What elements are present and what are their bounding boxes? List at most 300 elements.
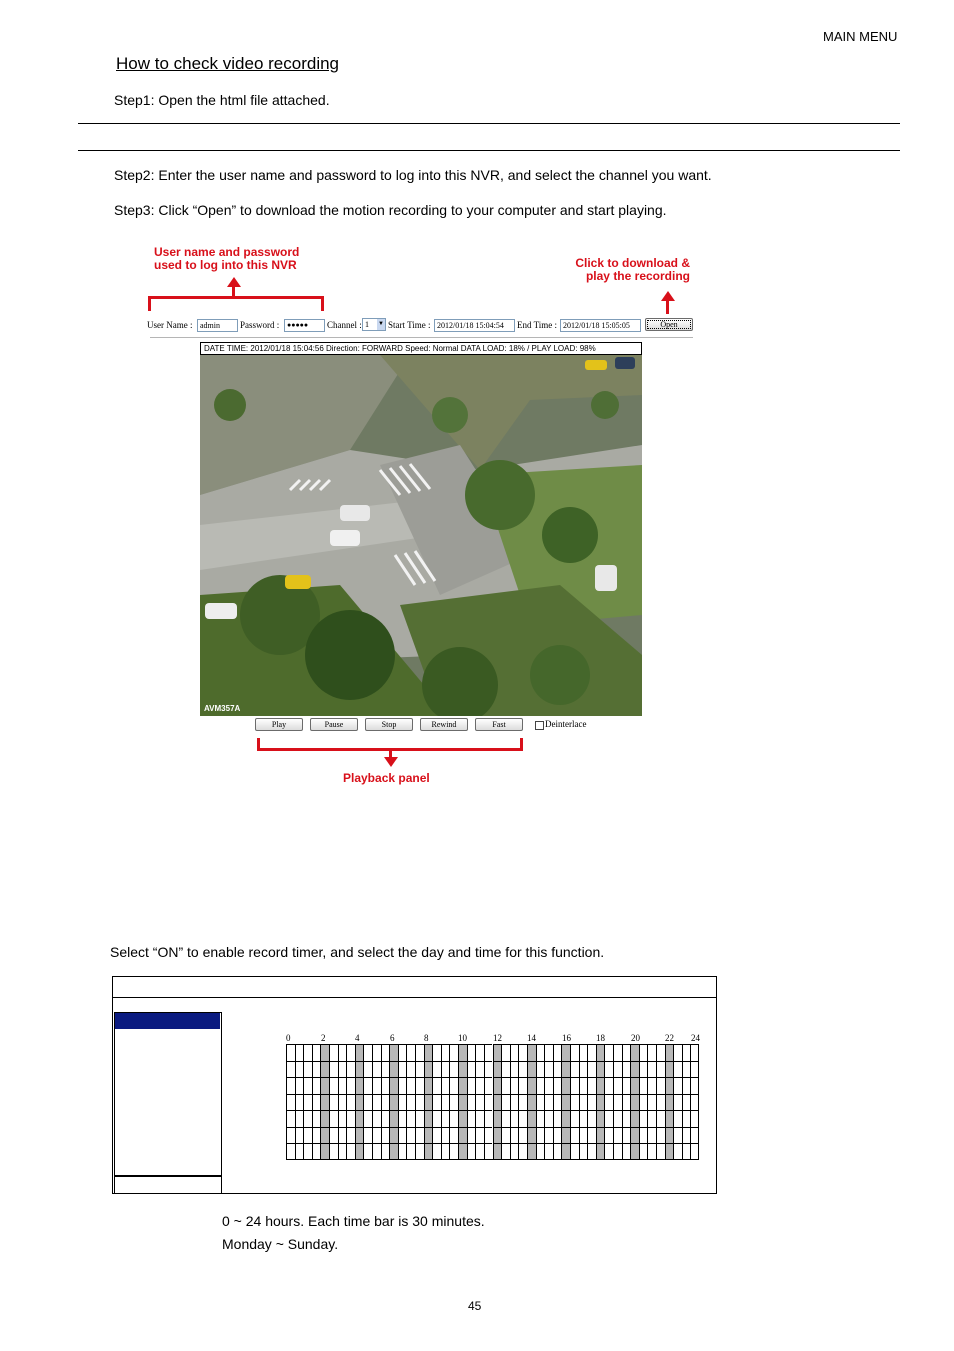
time-slot[interactable] [553,1110,562,1127]
time-slot[interactable] [690,1044,699,1061]
time-slot[interactable] [381,1094,390,1111]
time-slot[interactable] [329,1077,338,1094]
time-slot[interactable] [656,1143,665,1160]
time-slot[interactable] [622,1110,631,1127]
time-slot[interactable] [656,1127,665,1144]
time-slot[interactable] [441,1143,450,1160]
time-slot[interactable] [544,1110,553,1127]
time-slot[interactable] [682,1061,691,1078]
time-slot[interactable] [484,1094,493,1111]
time-slot[interactable] [415,1127,424,1144]
time-slot[interactable] [312,1143,321,1160]
time-slot[interactable] [467,1094,476,1111]
time-slot[interactable] [665,1044,674,1061]
time-slot[interactable] [510,1127,519,1144]
time-slot[interactable] [630,1127,639,1144]
time-slot[interactable] [432,1110,441,1127]
time-slot[interactable] [363,1077,372,1094]
time-slot[interactable] [518,1143,527,1160]
time-slot[interactable] [682,1127,691,1144]
time-slot[interactable] [338,1061,347,1078]
time-slot[interactable] [424,1127,433,1144]
time-slot[interactable] [432,1061,441,1078]
time-slot[interactable] [493,1094,502,1111]
time-slot[interactable] [673,1044,682,1061]
time-slot[interactable] [432,1127,441,1144]
time-slot[interactable] [432,1143,441,1160]
deinterlace-checkbox[interactable] [535,721,544,730]
time-slot[interactable] [355,1044,364,1061]
time-slot[interactable] [665,1143,674,1160]
time-slot[interactable] [682,1110,691,1127]
time-slot[interactable] [544,1044,553,1061]
time-slot[interactable] [303,1044,312,1061]
time-slot[interactable] [536,1094,545,1111]
time-slot[interactable] [690,1061,699,1078]
time-slot[interactable] [570,1094,579,1111]
time-slot[interactable] [673,1061,682,1078]
time-slot[interactable] [398,1061,407,1078]
time-slot[interactable] [561,1143,570,1160]
time-slot[interactable] [398,1044,407,1061]
time-slot[interactable] [604,1044,613,1061]
time-slot[interactable] [346,1143,355,1160]
time-slot[interactable] [346,1044,355,1061]
time-slot[interactable] [432,1094,441,1111]
time-slot[interactable] [398,1077,407,1094]
time-slot[interactable] [622,1044,631,1061]
fast-button[interactable]: Fast [475,718,523,731]
time-slot[interactable] [475,1143,484,1160]
time-slot[interactable] [355,1143,364,1160]
time-slot[interactable] [355,1077,364,1094]
time-slot[interactable] [527,1061,536,1078]
time-slot[interactable] [363,1110,372,1127]
time-slot[interactable] [493,1044,502,1061]
time-slot[interactable] [501,1044,510,1061]
time-slot[interactable] [449,1143,458,1160]
channel-select[interactable] [362,318,386,331]
time-slot[interactable] [320,1077,329,1094]
time-slot[interactable] [527,1077,536,1094]
time-slot[interactable] [406,1110,415,1127]
time-slot[interactable] [467,1110,476,1127]
time-slot[interactable] [647,1061,656,1078]
time-slot[interactable] [527,1127,536,1144]
time-slot[interactable] [415,1044,424,1061]
time-slot[interactable] [527,1094,536,1111]
time-slot[interactable] [501,1143,510,1160]
time-slot[interactable] [630,1094,639,1111]
time-slot[interactable] [467,1127,476,1144]
time-slot[interactable] [587,1094,596,1111]
time-slot[interactable] [622,1094,631,1111]
time-slot[interactable] [458,1127,467,1144]
time-slot[interactable] [406,1143,415,1160]
time-slot[interactable] [536,1143,545,1160]
time-slot[interactable] [536,1110,545,1127]
time-slot[interactable] [458,1094,467,1111]
time-slot[interactable] [682,1044,691,1061]
time-slot[interactable] [579,1077,588,1094]
time-slot[interactable] [372,1110,381,1127]
time-slot[interactable] [320,1143,329,1160]
time-slot[interactable] [639,1061,648,1078]
time-slot[interactable] [673,1143,682,1160]
time-slot[interactable] [475,1061,484,1078]
time-slot[interactable] [389,1143,398,1160]
time-slot[interactable] [312,1127,321,1144]
time-slot[interactable] [441,1077,450,1094]
time-slot[interactable] [518,1110,527,1127]
time-slot[interactable] [647,1143,656,1160]
time-slot[interactable] [303,1061,312,1078]
time-slot[interactable] [484,1044,493,1061]
time-slot[interactable] [665,1127,674,1144]
time-slot[interactable] [415,1077,424,1094]
time-slot[interactable] [398,1143,407,1160]
time-slot[interactable] [295,1110,304,1127]
time-slot[interactable] [570,1044,579,1061]
start-time-field[interactable]: 2012/01/18 15:04:54 [434,319,515,332]
time-slot[interactable] [312,1061,321,1078]
time-slot[interactable] [406,1044,415,1061]
time-slot[interactable] [424,1094,433,1111]
time-slot[interactable] [389,1110,398,1127]
time-slot[interactable] [596,1044,605,1061]
time-slot[interactable] [518,1061,527,1078]
time-slot[interactable] [647,1094,656,1111]
time-slot[interactable] [570,1061,579,1078]
time-slot[interactable] [406,1127,415,1144]
time-slot[interactable] [389,1061,398,1078]
password-field[interactable]: ●●●●● [284,319,325,332]
time-slot[interactable] [424,1110,433,1127]
time-slot[interactable] [432,1077,441,1094]
time-slot[interactable] [286,1110,295,1127]
time-slot[interactable] [381,1044,390,1061]
time-slot[interactable] [346,1110,355,1127]
time-slot[interactable] [665,1094,674,1111]
time-slot[interactable] [518,1127,527,1144]
time-slot[interactable] [613,1143,622,1160]
time-slot[interactable] [493,1061,502,1078]
time-slot[interactable] [656,1094,665,1111]
time-slot[interactable] [458,1143,467,1160]
time-slot[interactable] [346,1077,355,1094]
time-slot[interactable] [587,1127,596,1144]
time-slot[interactable] [690,1077,699,1094]
time-slot[interactable] [406,1077,415,1094]
time-slot[interactable] [329,1061,338,1078]
time-slot[interactable] [561,1061,570,1078]
time-slot[interactable] [639,1044,648,1061]
time-slot[interactable] [527,1143,536,1160]
time-slot[interactable] [596,1094,605,1111]
time-slot[interactable] [536,1127,545,1144]
time-slot[interactable] [338,1077,347,1094]
time-slot[interactable] [665,1110,674,1127]
time-slot[interactable] [630,1143,639,1160]
time-slot[interactable] [630,1044,639,1061]
time-slot[interactable] [484,1077,493,1094]
time-slot[interactable] [553,1061,562,1078]
time-slot[interactable] [475,1127,484,1144]
rewind-button[interactable]: Rewind [420,718,468,731]
time-slot[interactable] [441,1127,450,1144]
time-slot[interactable] [682,1143,691,1160]
time-slot[interactable] [415,1094,424,1111]
time-slot[interactable] [587,1143,596,1160]
time-slot[interactable] [424,1061,433,1078]
time-slot[interactable] [398,1110,407,1127]
time-slot[interactable] [647,1110,656,1127]
time-slot[interactable] [570,1127,579,1144]
time-slot[interactable] [329,1044,338,1061]
play-button[interactable]: Play [255,718,303,731]
time-slot[interactable] [286,1044,295,1061]
time-slot[interactable] [501,1061,510,1078]
time-slot[interactable] [475,1077,484,1094]
time-slot[interactable] [544,1061,553,1078]
time-slot[interactable] [346,1127,355,1144]
time-slot[interactable] [673,1094,682,1111]
time-slot[interactable] [467,1143,476,1160]
time-slot[interactable] [579,1044,588,1061]
time-slot[interactable] [449,1127,458,1144]
time-slot[interactable] [372,1044,381,1061]
time-slot[interactable] [441,1110,450,1127]
time-slot[interactable] [312,1110,321,1127]
time-slot[interactable] [458,1044,467,1061]
time-slot[interactable] [501,1094,510,1111]
time-slot[interactable] [346,1094,355,1111]
time-slot[interactable] [329,1094,338,1111]
time-slot[interactable] [673,1127,682,1144]
time-slot[interactable] [639,1127,648,1144]
time-slot[interactable] [475,1110,484,1127]
time-slot[interactable] [579,1110,588,1127]
time-slot[interactable] [613,1061,622,1078]
time-slot[interactable] [424,1044,433,1061]
stop-button[interactable]: Stop [365,718,413,731]
time-slot[interactable] [544,1127,553,1144]
time-slot[interactable] [622,1061,631,1078]
time-slot[interactable] [355,1110,364,1127]
time-slot[interactable] [622,1127,631,1144]
time-slot[interactable] [363,1061,372,1078]
time-slot[interactable] [484,1061,493,1078]
time-slot[interactable] [553,1127,562,1144]
time-slot[interactable] [570,1077,579,1094]
time-slot[interactable] [320,1044,329,1061]
time-slot[interactable] [596,1110,605,1127]
time-slot[interactable] [570,1143,579,1160]
time-slot[interactable] [579,1094,588,1111]
time-slot[interactable] [320,1094,329,1111]
time-slot[interactable] [647,1077,656,1094]
time-slot[interactable] [449,1110,458,1127]
time-slot[interactable] [295,1143,304,1160]
time-slot[interactable] [381,1127,390,1144]
time-slot[interactable] [501,1110,510,1127]
time-slot[interactable] [381,1143,390,1160]
time-slot[interactable] [493,1143,502,1160]
time-slot[interactable] [501,1127,510,1144]
time-slot[interactable] [690,1094,699,1111]
time-slot[interactable] [656,1061,665,1078]
time-slot[interactable] [484,1127,493,1144]
time-slot[interactable] [329,1110,338,1127]
username-field[interactable]: admin [197,319,238,332]
time-slot[interactable] [665,1077,674,1094]
time-slot[interactable] [622,1077,631,1094]
time-slot[interactable] [389,1094,398,1111]
time-slot[interactable] [363,1094,372,1111]
time-slot[interactable] [303,1127,312,1144]
time-slot[interactable] [587,1061,596,1078]
time-slot[interactable] [690,1127,699,1144]
time-slot[interactable] [372,1143,381,1160]
time-slot[interactable] [458,1110,467,1127]
time-slot[interactable] [398,1127,407,1144]
time-slot[interactable] [295,1094,304,1111]
time-slot[interactable] [286,1094,295,1111]
time-slot[interactable] [510,1044,519,1061]
time-slot[interactable] [467,1061,476,1078]
time-slot[interactable] [587,1077,596,1094]
time-slot[interactable] [441,1044,450,1061]
time-slot[interactable] [320,1061,329,1078]
time-slot[interactable] [527,1110,536,1127]
time-slot[interactable] [656,1044,665,1061]
time-slot[interactable] [372,1094,381,1111]
time-slot[interactable] [604,1110,613,1127]
time-slot[interactable] [639,1077,648,1094]
time-slot[interactable] [484,1143,493,1160]
time-slot[interactable] [493,1127,502,1144]
time-slot[interactable] [320,1110,329,1127]
time-slot[interactable] [449,1044,458,1061]
time-slot[interactable] [338,1094,347,1111]
time-slot[interactable] [303,1094,312,1111]
time-slot[interactable] [553,1077,562,1094]
time-slot[interactable] [320,1127,329,1144]
time-slot[interactable] [363,1044,372,1061]
time-slot[interactable] [510,1094,519,1111]
time-slot[interactable] [295,1077,304,1094]
time-slot[interactable] [690,1110,699,1127]
time-slot[interactable] [604,1143,613,1160]
time-slot[interactable] [432,1044,441,1061]
time-slot[interactable] [363,1127,372,1144]
time-slot[interactable] [346,1061,355,1078]
time-slot[interactable] [544,1094,553,1111]
time-slot[interactable] [295,1127,304,1144]
time-slot[interactable] [639,1143,648,1160]
time-slot[interactable] [312,1077,321,1094]
time-slot[interactable] [613,1110,622,1127]
time-slot[interactable] [579,1143,588,1160]
time-slot[interactable] [613,1077,622,1094]
time-slot[interactable] [286,1143,295,1160]
time-slot[interactable] [639,1110,648,1127]
time-slot[interactable] [561,1044,570,1061]
time-slot[interactable] [604,1061,613,1078]
time-slot[interactable] [579,1127,588,1144]
time-slot[interactable] [415,1061,424,1078]
pause-button[interactable]: Pause [310,718,358,731]
time-slot[interactable] [544,1077,553,1094]
time-slot[interactable] [604,1094,613,1111]
time-slot[interactable] [518,1044,527,1061]
time-slot[interactable] [286,1061,295,1078]
time-slot[interactable] [596,1127,605,1144]
time-slot[interactable] [561,1110,570,1127]
time-slot[interactable] [510,1143,519,1160]
time-slot[interactable] [622,1143,631,1160]
time-slot[interactable] [424,1077,433,1094]
time-slot[interactable] [303,1110,312,1127]
time-slot[interactable] [424,1143,433,1160]
time-slot[interactable] [673,1077,682,1094]
time-slot[interactable] [501,1077,510,1094]
time-slot[interactable] [406,1061,415,1078]
time-slot[interactable] [579,1061,588,1078]
time-slot[interactable] [295,1061,304,1078]
time-slot[interactable] [338,1127,347,1144]
time-slot[interactable] [518,1094,527,1111]
time-slot[interactable] [286,1127,295,1144]
time-slot[interactable] [587,1110,596,1127]
time-slot[interactable] [518,1077,527,1094]
time-slot[interactable] [312,1044,321,1061]
time-slot[interactable] [544,1143,553,1160]
time-slot[interactable] [656,1110,665,1127]
day-selected[interactable] [115,1013,220,1029]
time-slot[interactable] [372,1061,381,1078]
time-slot[interactable] [303,1143,312,1160]
time-slot[interactable] [381,1061,390,1078]
time-slot[interactable] [475,1094,484,1111]
time-slot[interactable] [647,1044,656,1061]
time-slot[interactable] [493,1110,502,1127]
time-slot[interactable] [312,1094,321,1111]
time-slot[interactable] [449,1061,458,1078]
time-slot[interactable] [604,1127,613,1144]
time-slot[interactable] [441,1061,450,1078]
time-slot[interactable] [596,1061,605,1078]
time-slot[interactable] [596,1143,605,1160]
time-slot[interactable] [561,1077,570,1094]
time-slot[interactable] [570,1110,579,1127]
time-slot[interactable] [690,1143,699,1160]
time-slot[interactable] [484,1110,493,1127]
time-slot[interactable] [381,1077,390,1094]
time-slot[interactable] [604,1077,613,1094]
time-slot[interactable] [561,1127,570,1144]
time-slot[interactable] [639,1094,648,1111]
time-slot[interactable] [389,1044,398,1061]
time-slot[interactable] [355,1061,364,1078]
time-slot[interactable] [398,1094,407,1111]
time-slot[interactable] [458,1077,467,1094]
time-slot[interactable] [415,1110,424,1127]
time-slot[interactable] [553,1044,562,1061]
time-slot[interactable] [458,1061,467,1078]
time-slot[interactable] [682,1094,691,1111]
time-slot[interactable] [449,1094,458,1111]
